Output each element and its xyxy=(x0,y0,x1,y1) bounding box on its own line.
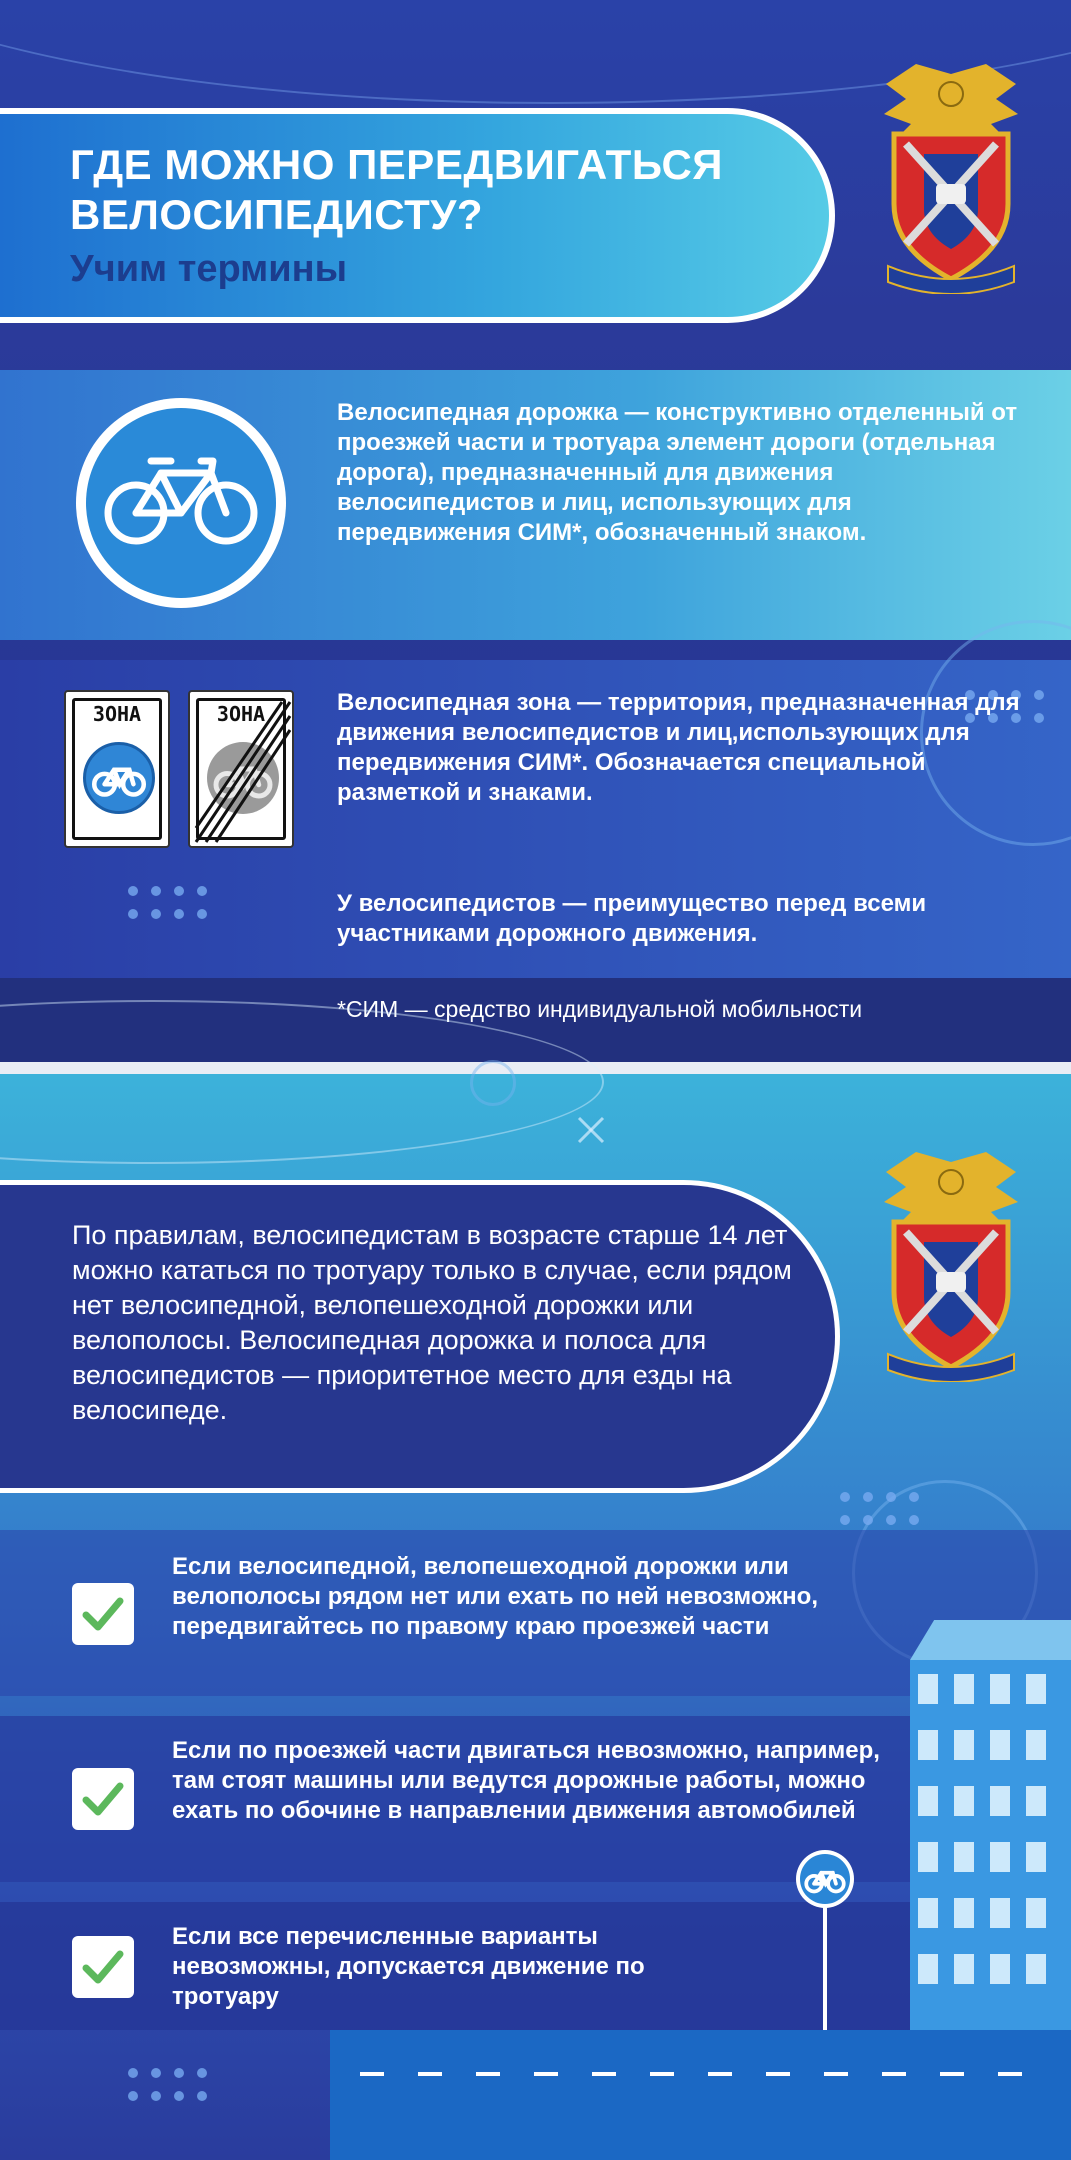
building-roof xyxy=(910,1620,1071,1660)
sim-footnote: *СИМ — средство индивидуальной мобильности xyxy=(337,996,863,1022)
sign-pole xyxy=(823,1900,827,2030)
zone-start-label: ЗОНА xyxy=(92,702,142,726)
roadside-bicycle-sign xyxy=(796,1850,854,1908)
checkmark-icon xyxy=(72,1768,134,1830)
bicycle-sign-icon xyxy=(101,443,261,553)
cyclist-priority-note: У велосипедистов — преимущество перед всеми участниками дорожного движения. xyxy=(337,890,927,947)
building-illustration xyxy=(910,1660,1071,2040)
zone-end-sign xyxy=(188,690,294,848)
page-title: ГДЕ МОЖНО ПЕРЕДВИГАТЬСЯ ВЕЛОСИПЕДИСТУ? xyxy=(70,141,723,238)
sidewalk-rule-text: По правилам, велосипедистам в возрасте старше 14 лет можно кататься по тротуару только в случае, если рядом нет велосипедной, велопешеходной дорожки или велополосы. Велосипедная дорожка и полоса для велосипедистов — приоритетное место для езды на велосипеде. xyxy=(72,1220,792,1425)
decor-ring xyxy=(470,1060,516,1106)
bike-zone-definition: Велосипедная зона — территория, предназначенная для движения велосипедистов и лиц,использующих для передвижения СИМ*. Обозначается специальной разметкой и знаками. xyxy=(337,689,1020,806)
building-windows xyxy=(918,1674,1046,1984)
road-lane-markings xyxy=(330,2070,1071,2078)
checklist-item-sidewalk: Если все перечисленные варианты невозможны, допускается движение по тротуару xyxy=(172,1923,645,2010)
decor-dots xyxy=(128,886,207,919)
bicycle-zone-start-sign-icon xyxy=(83,742,155,814)
roadside-bicycle-sign-face xyxy=(800,1854,850,1904)
checklist-item-roadside: Если велосипедной, велопешеходной дорожки или велополосы рядом нет или ехать по ней невозможно, передвигайтесь по правому краю проезжей части xyxy=(172,1553,819,1640)
decor-cross-icon xyxy=(577,1116,605,1144)
decor-dots xyxy=(128,2068,207,2101)
checklist-item-shoulder: Если по проезжей части двигаться невозможно, например, там стоят машины или ведутся дорожные работы, можно ехать по обочине в направлении движения автомобилей xyxy=(172,1737,880,1824)
decor-dots xyxy=(840,1492,919,1525)
zone-start-sign xyxy=(64,690,170,848)
police-emblem-icon xyxy=(876,1142,1026,1382)
checkmark-icon xyxy=(72,1936,134,1998)
checkmark-icon xyxy=(72,1583,134,1645)
bike-path-definition: Велосипедная дорожка — конструктивно отделенный от проезжей части и тротуара элемент дороги (отдельная дорога), предназначенный для движения велосипедистов и лиц, использующих для передвижения СИМ*, обозначенный знаком. xyxy=(337,399,1018,546)
zone-end-label: ЗОНА xyxy=(216,702,266,726)
police-emblem-icon xyxy=(876,54,1026,294)
road-illustration xyxy=(330,2030,1071,2160)
page-subtitle: Учим термины xyxy=(70,248,348,290)
bicycle-icon xyxy=(800,1854,850,1904)
end-stripes-icon xyxy=(190,692,296,850)
